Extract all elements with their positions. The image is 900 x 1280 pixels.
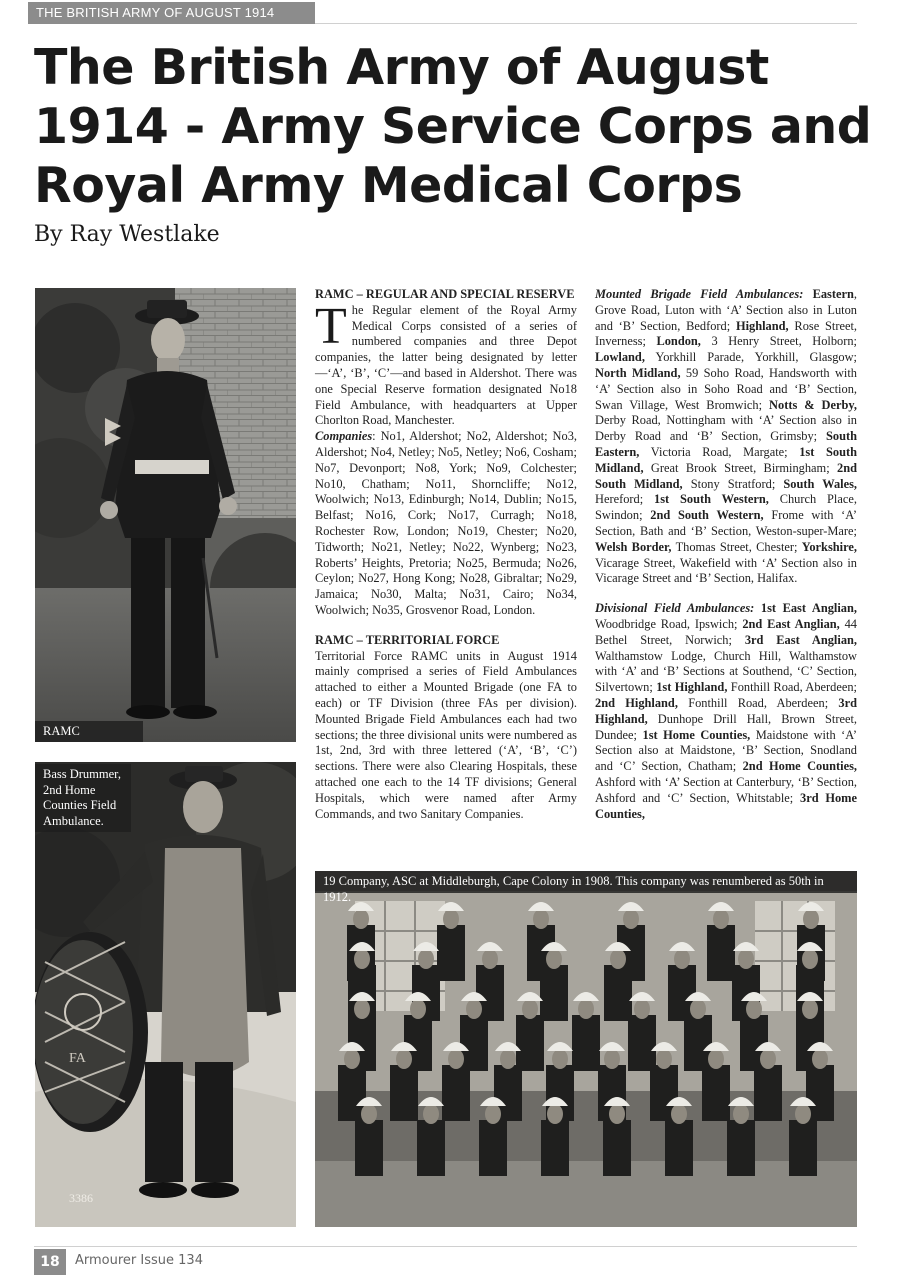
mounted-brigade-unit: 2nd South Midland, bbox=[595, 460, 857, 491]
issue-label: Armourer Issue 134 bbox=[75, 1253, 203, 1268]
divisional-location: Maidstone with ‘A’ Section also at Maidstone, ‘B’ Section, Snodland and ‘C’ Section, Chatham; bbox=[595, 727, 857, 774]
photo-asc-group bbox=[315, 871, 857, 1227]
mounted-brigade-location: Victoria Road, Margate; bbox=[639, 444, 800, 459]
photo-ramc-territorial bbox=[35, 288, 296, 742]
divisional-location: Woodbridge Road, Ipswich; bbox=[595, 616, 743, 631]
divisional-location: Dunhope Drill Hall, Brown Street, Dundee; bbox=[595, 711, 857, 742]
divisional-unit: 2nd Highland, bbox=[595, 695, 678, 710]
footer-rule bbox=[34, 1246, 857, 1247]
divisional-unit: 3rd East Anglian, bbox=[744, 632, 858, 647]
divisional-unit: 2nd Home Counties, bbox=[742, 759, 857, 774]
mounted-brigade-unit: London, bbox=[656, 334, 701, 349]
mounted-brigade-unit: South Wales, bbox=[783, 476, 858, 491]
mounted-brigade-unit: Highland, bbox=[735, 318, 789, 333]
companies-list: : No1, Aldershot; No2, Aldershot; No3, Aldershot; No4, Netley; No5, Netley; No6, Cosham; No7, Devonport; No8, York; No9, Colchester; No10, Chatham; No11, Shorncliffe; No12, Woolwich; No13, Edinburgh; No14, Dublin; No15, Belfast; No16, Cork; No17, Curragh; No18, Rochester Row, London; No19, Chester; No20, Tidworth; No21, Netley; No22, Wynberg; No23, Roberts’ Heights, Pretoria; No25, Bermuda; No26, Ceylon; No27, Hong Kong; No28, Gibraltar; No29, Jamaica; No30, Malta; No31, Cairo; No34, Woolwich; No35, Grosvenor Road, London. bbox=[315, 429, 577, 617]
mounted-brigade-location: Stony Stratford; bbox=[682, 476, 784, 491]
caption-bass-drummer: Bass Drummer, 2nd Home Counties Field Ambulance. bbox=[35, 764, 131, 832]
divisional-unit: 1st Highland, bbox=[656, 680, 728, 695]
mounted-brigade-location: Rose Street, Inverness; bbox=[595, 318, 857, 349]
mounted-brigade-unit: Welsh Border, bbox=[595, 539, 672, 554]
divisional-location: Fonthill Road, Aberdeen; bbox=[677, 695, 839, 710]
divisional-unit: 3rd Highland, bbox=[595, 695, 858, 726]
mounted-brigade-unit: 1st South Western, bbox=[654, 492, 769, 507]
divisional-location: Ashford with ‘A’ Section at Canterbury, ‘B’ Section, Ashford and ‘C’ Section, Whitstable; bbox=[595, 774, 857, 805]
mounted-brigade-unit: Yorkshire, bbox=[801, 539, 857, 554]
mounted-brigade-unit: Lowland, bbox=[595, 350, 645, 365]
article-title: The British Army of August 1914 - Army Service Corps and Royal Army Medical Corps bbox=[34, 39, 872, 214]
divisional-unit: 3rd Home Counties, bbox=[595, 790, 857, 821]
companies-label: Companies bbox=[315, 429, 373, 444]
header-rule bbox=[315, 23, 857, 24]
divisional-unit: 1st East Anglian, bbox=[754, 601, 857, 616]
divisional-location: Walthamstow Lodge, Church Hill, Walthamstow with ‘A’ and ‘B’ Sections at Southend, ‘C’ Section, Silvertown; bbox=[595, 648, 857, 695]
mounted-brigade-unit: North Midland, bbox=[595, 365, 681, 380]
mounted-brigade-location: Yorkhill Parade, Yorkhill, Glasgow; bbox=[644, 350, 857, 365]
divisional-unit: 2nd East Anglian, bbox=[742, 616, 840, 631]
paragraph-ramc-territorial: Territorial Force RAMC units in August 1914 mainly comprised a series of Field Ambulances attached to either a Mounted Brigade (one FA to each) or TF Division (three FAs per division). Mounted Brigade Field Ambulances each had two sections; the three divisional units were numbered as 1st, 2nd, 3rd with three lettered (‘A’, ‘B’, ‘C’) sections. There were also Clearing Hospitals, these attached one each to the 14 TF divisions; General Hospitals, which were named after Army Commands, and two Sanitary Companies. bbox=[315, 648, 577, 821]
mounted-brigade-heading: Mounted Brigade Field Ambulances: bbox=[595, 287, 804, 301]
article-column-2 bbox=[595, 287, 857, 822]
mounted-brigade-unit: Notts & Derby, bbox=[769, 397, 857, 412]
caption-ramc-territorial: RAMC Territorial. bbox=[35, 721, 143, 742]
paragraph-ramc-regular: he Regular element of the Royal Army Medical Corps consisted of a series of numbered companies and three Depot companies, the latter being designated by letter—‘A’, ‘B’, ‘C’—and based in Aldershot. There was one Special Reserve formation designated No18 Field Ambulance, with headquarters at Upper Chorlton Road, Manchester. bbox=[315, 302, 577, 428]
mounted-brigade-location: Derby Road, Nottingham with ‘A’ Section also in Derby Road and ‘B’ Section, Grimsby; bbox=[595, 413, 857, 444]
mounted-brigade-location: 3 Henry Street, Holborn; bbox=[700, 334, 857, 349]
divisional-list bbox=[595, 601, 857, 822]
divisional-location: Fonthill Road, Aberdeen; bbox=[727, 680, 857, 695]
divisional-location: 44 Bethel Street, Norwich; bbox=[595, 616, 857, 647]
page-number: 18 bbox=[34, 1249, 66, 1275]
mounted-brigade-unit: Eastern bbox=[812, 287, 854, 301]
drum-badge-text: FA bbox=[69, 1051, 86, 1066]
mounted-brigade-location: Church Place, Swindon; bbox=[595, 492, 857, 523]
mounted-brigade-location: Great Brook Street, Birmingham; bbox=[643, 460, 838, 475]
running-header: THE BRITISH ARMY OF AUGUST 1914 bbox=[28, 2, 315, 24]
heading-ramc-territorial: RAMC – TERRITORIAL FORCE bbox=[315, 632, 500, 647]
divisional-unit: 1st Home Counties, bbox=[642, 727, 751, 742]
byline: By Ray Westlake bbox=[34, 222, 220, 247]
divisional-heading: Divisional Field Ambulances: bbox=[595, 601, 755, 616]
article-column-1 bbox=[315, 287, 577, 822]
mounted-brigade-location: 59 Soho Road, Handsworth with ‘A’ Section also in Soho Road and ‘B’ Section, Swan Village, West Bromwich; bbox=[595, 365, 857, 412]
mounted-brigade-location: , Grove Road, Luton with ‘A’ Section also in Luton and ‘B’ Section, Bedford; bbox=[595, 287, 857, 333]
mounted-brigade-list bbox=[595, 287, 857, 587]
photo-number: 3386 bbox=[69, 1191, 93, 1205]
mounted-brigade-location: Vicarage Street, Wakefield with ‘A’ Section also in Vicarage Street and ‘B’ Section, Halifax. bbox=[595, 555, 857, 586]
drop-cap: T bbox=[315, 297, 347, 355]
mounted-brigade-unit: 2nd South Western, bbox=[650, 508, 764, 523]
mounted-brigade-location: Frome with ‘A’ Section, Bath and ‘B’ Section, Weston-super-Mare; bbox=[595, 508, 858, 538]
mounted-brigade-unit: South Eastern, bbox=[595, 429, 857, 459]
caption-asc-group: 19 Company, ASC at Middleburgh, Cape Colony in 1908. This company was renumbered as 50th in 1912. bbox=[315, 871, 857, 893]
mounted-brigade-location: Thomas Street, Chester; bbox=[671, 539, 802, 554]
mounted-brigade-location: Hereford; bbox=[595, 492, 655, 507]
mounted-brigade-unit: 1st South Midland, bbox=[595, 444, 857, 475]
heading-ramc-regular: RAMC – REGULAR AND SPECIAL RESERVE bbox=[315, 287, 575, 301]
